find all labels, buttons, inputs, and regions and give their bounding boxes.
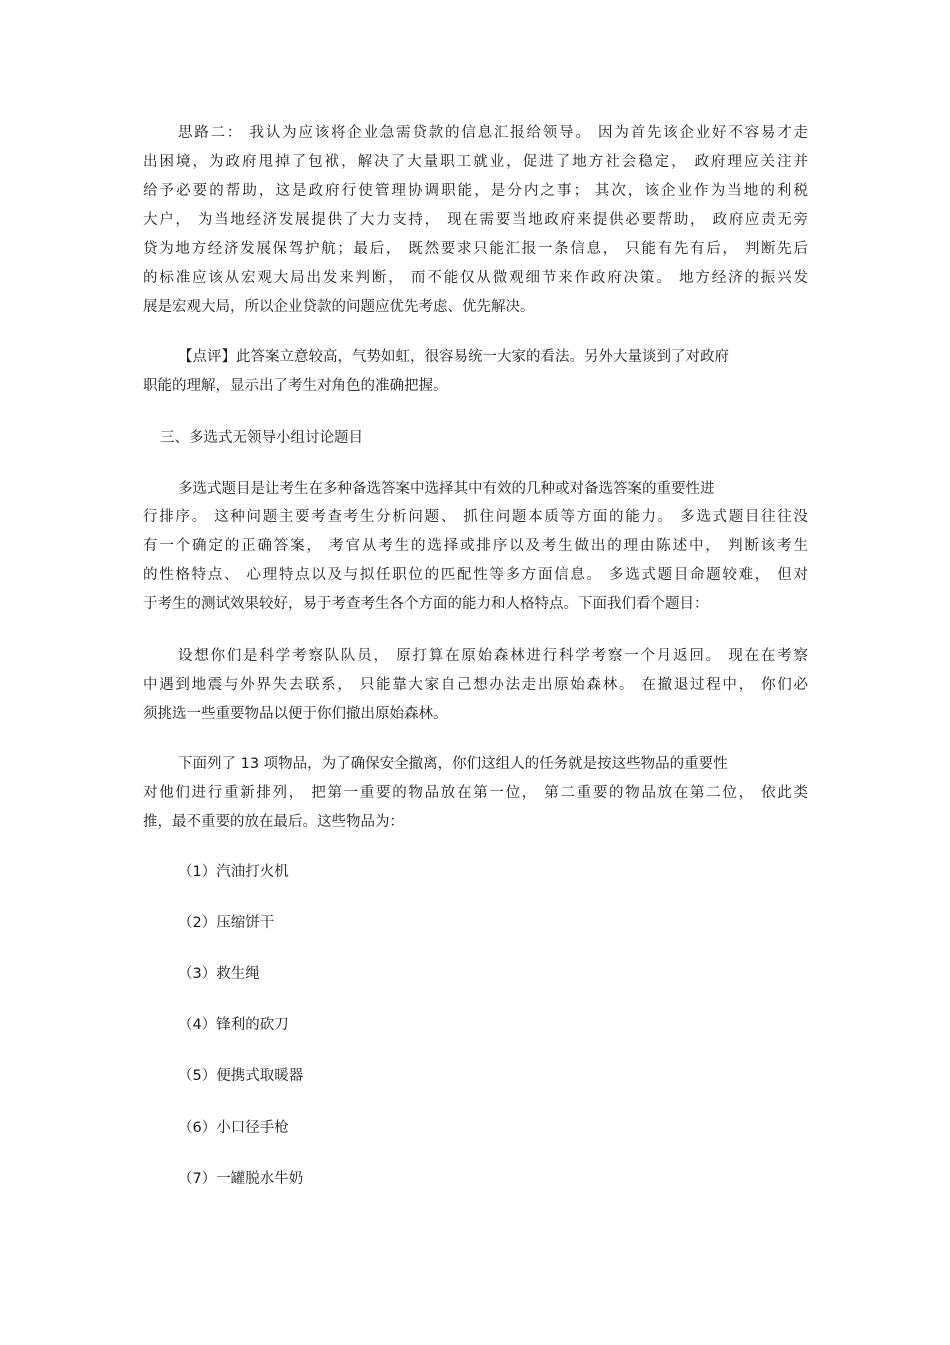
- text-line: 思路二： 我认为应该将企业急需贷款的信息汇报给领导。 因为首先该企业好不容易才走: [178, 125, 808, 141]
- list-item: （6）小口径手枪: [178, 1120, 289, 1136]
- text-line: 多选式题目是让考生在多种备选答案中选择其中有效的几种或对备选答案的重要性进: [178, 481, 715, 497]
- text-line: 出困境，为政府甩掉了包袱，解决了大量职工就业，促进了地方社会稳定， 政府理应关注并: [143, 154, 808, 170]
- list-item: （3）救生绳: [178, 966, 260, 982]
- text-line: 的标准应该从宏观大局出发来判断， 而不能仅从微观细节来作政府决策。 地方经济的振兴发: [143, 270, 808, 286]
- text-line: 设想你们是科学考察队队员， 原打算在原始森林进行科学考察一个月返回。 现在在考察: [178, 648, 808, 664]
- text-line: 须挑选一些重要物品以便于你们撤出原始森林。: [143, 706, 448, 722]
- text-line: 展是宏观大局，所以企业贷款的问题应优先考虑、优先解决。: [143, 299, 535, 315]
- section-heading: 三、多选式无领导小组讨论题目: [160, 430, 363, 446]
- list-item: （5）便携式取暖器: [178, 1068, 304, 1084]
- text-line: 对他们进行重新排列， 把第一重要的物品放在第一位， 第二重要的物品放在第二位， 依此类: [143, 785, 808, 801]
- list-item: （4）锋利的砍刀: [178, 1017, 289, 1033]
- text-line: 推，最不重要的放在最后。这些物品为：: [143, 814, 404, 830]
- text-line: 下面列了 13 项物品，为了确保安全撤离，你们这组人的任务就是按这些物品的重要性: [178, 756, 728, 772]
- text-line: 职能的理解，显示出了考生对角色的准确把握。: [143, 378, 448, 394]
- list-item: （1）汽油打火机: [178, 864, 289, 880]
- text-line: 贷为地方经济发展保驾护航；最后， 既然要求只能汇报一条信息， 只能有先有后， 判断先后: [143, 241, 808, 257]
- list-item: （7）一罐脱水牛奶: [178, 1171, 304, 1187]
- list-item: （2）压缩饼干: [178, 915, 275, 931]
- text-line: 中遇到地震与外界失去联系， 只能靠大家自己想办法走出原始森林。 在撤退过程中， 你们必: [143, 677, 808, 693]
- text-line: 给予必要的帮助，这是政府行使管理协调职能，是分内之事； 其次，该企业作为当地的利税: [143, 183, 808, 199]
- text-line: 行排序。 这种问题主要考查考生分析问题、 抓住问题本质等方面的能力。 多选式题目往往没: [143, 509, 808, 525]
- text-line: 有一个确定的正确答案， 考官从考生的选择或排序以及考生做出的理由陈述中， 判断该考生: [143, 538, 808, 554]
- text-line: 于考生的测试效果较好，易于考查考生各个方面的能力和人格特点。下面我们看个题目：: [143, 596, 709, 612]
- text-line: 的性格特点、 心理特点以及与拟任职位的匹配性等多方面信息。 多选式题目命题较难， 但对: [143, 567, 808, 583]
- text-line: 大户， 为当地经济发展提供了大力支持， 现在需要当地政府来提供必要帮助， 政府应责无旁: [143, 212, 808, 228]
- text-line: 【点评】此答案立意较高，气势如虹，很容易统一大家的看法。另外大量谈到了对政府: [178, 349, 729, 365]
